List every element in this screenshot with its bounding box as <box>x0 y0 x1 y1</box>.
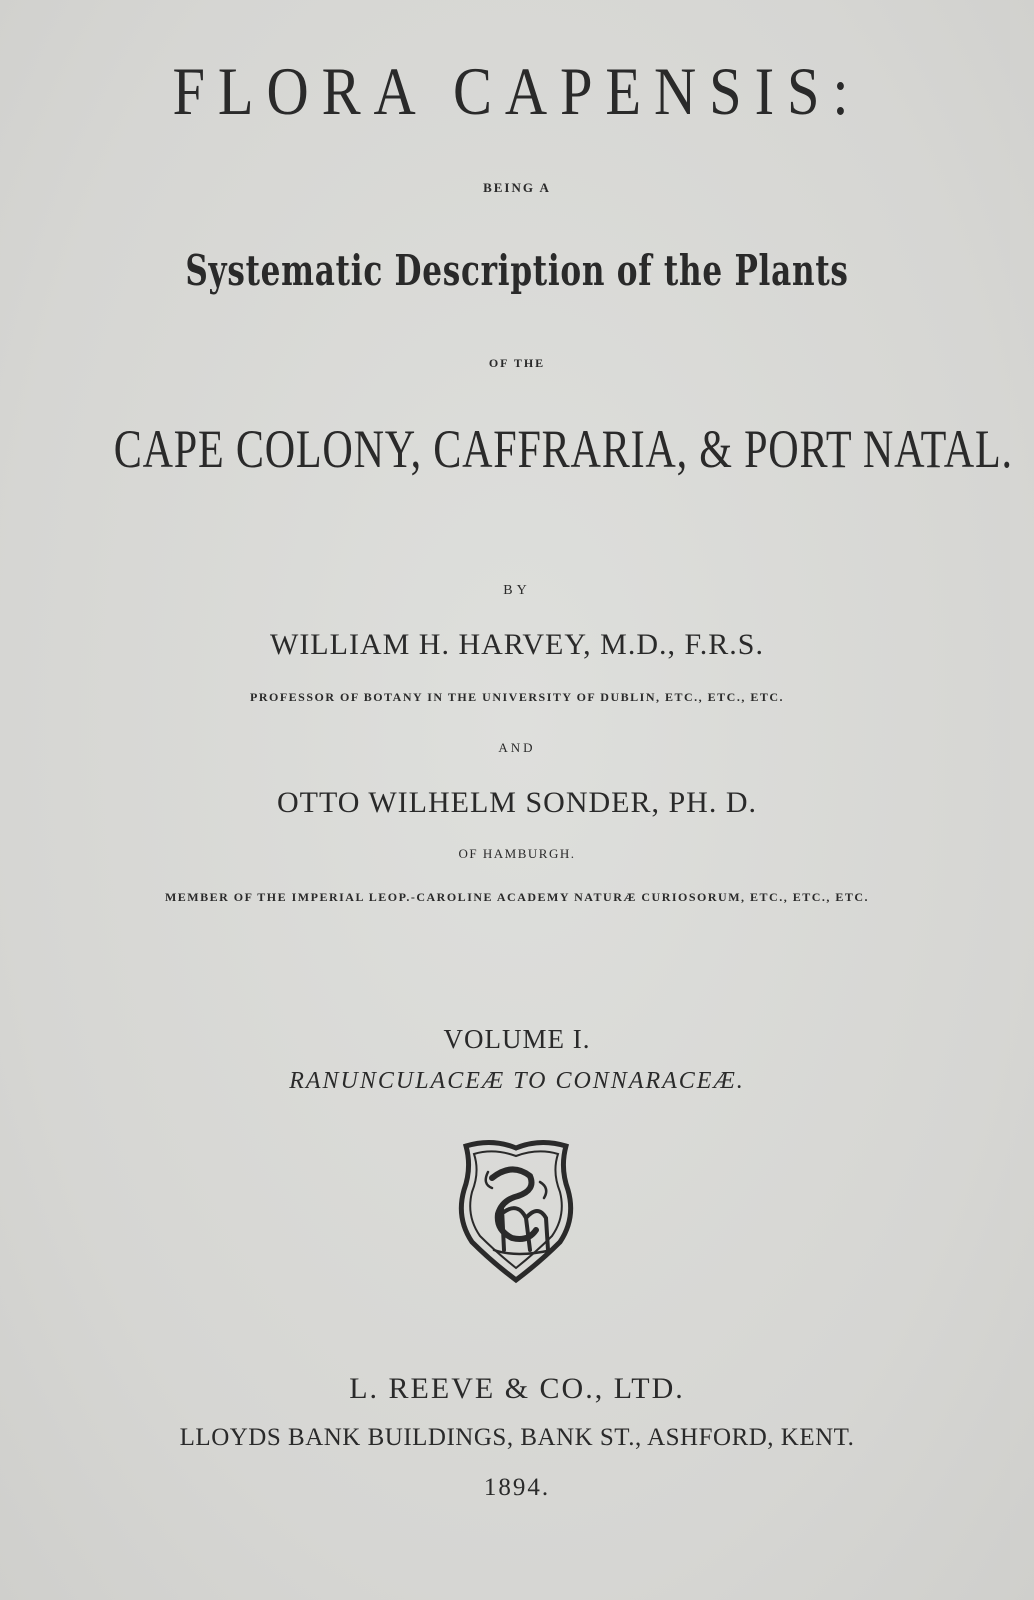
publication-year: 1894. <box>483 1474 551 1501</box>
author-harvey: WILLIAM H. HARVEY, M.D., F.R.S. <box>270 628 764 661</box>
being-a-label: BEING A <box>483 180 551 195</box>
book-subtitle: Systematic Description of the Plants <box>185 246 849 295</box>
publisher-name: L. REEVE & CO., LTD. <box>349 1372 685 1405</box>
by-label: BY <box>503 583 531 598</box>
author-sonder-role: MEMBER OF THE IMPERIAL LEOP.-CAROLINE ACADEMY NATURÆ CURIOSORUM, ETC., ETC., ETC. <box>164 890 870 904</box>
book-title: FLORA CAPENSIS: <box>172 53 862 129</box>
publisher-address: LLOYDS BANK BUILDINGS, BANK ST., ASHFORD, KENT. <box>179 1424 855 1451</box>
author-sonder: OTTO WILHELM SONDER, PH. D. <box>276 786 758 819</box>
volume-contents: RANUNCULACEÆ TO CONNARACEÆ. <box>289 1068 745 1094</box>
author-sonder-place: OF HAMBURGH. <box>458 846 576 861</box>
region-heading: CAPE COLONY, CAFFRARIA, & PORT NATAL. <box>113 419 1013 479</box>
monogram-shield-icon <box>452 1138 580 1284</box>
and-label: AND <box>498 740 536 755</box>
author-harvey-role: PROFESSOR OF BOTANY IN THE UNIVERSITY OF DUBLIN, ETC., ETC., ETC. <box>249 690 785 704</box>
of-the-label: OF THE <box>488 356 546 370</box>
volume-number: VOLUME I. <box>443 1024 591 1054</box>
